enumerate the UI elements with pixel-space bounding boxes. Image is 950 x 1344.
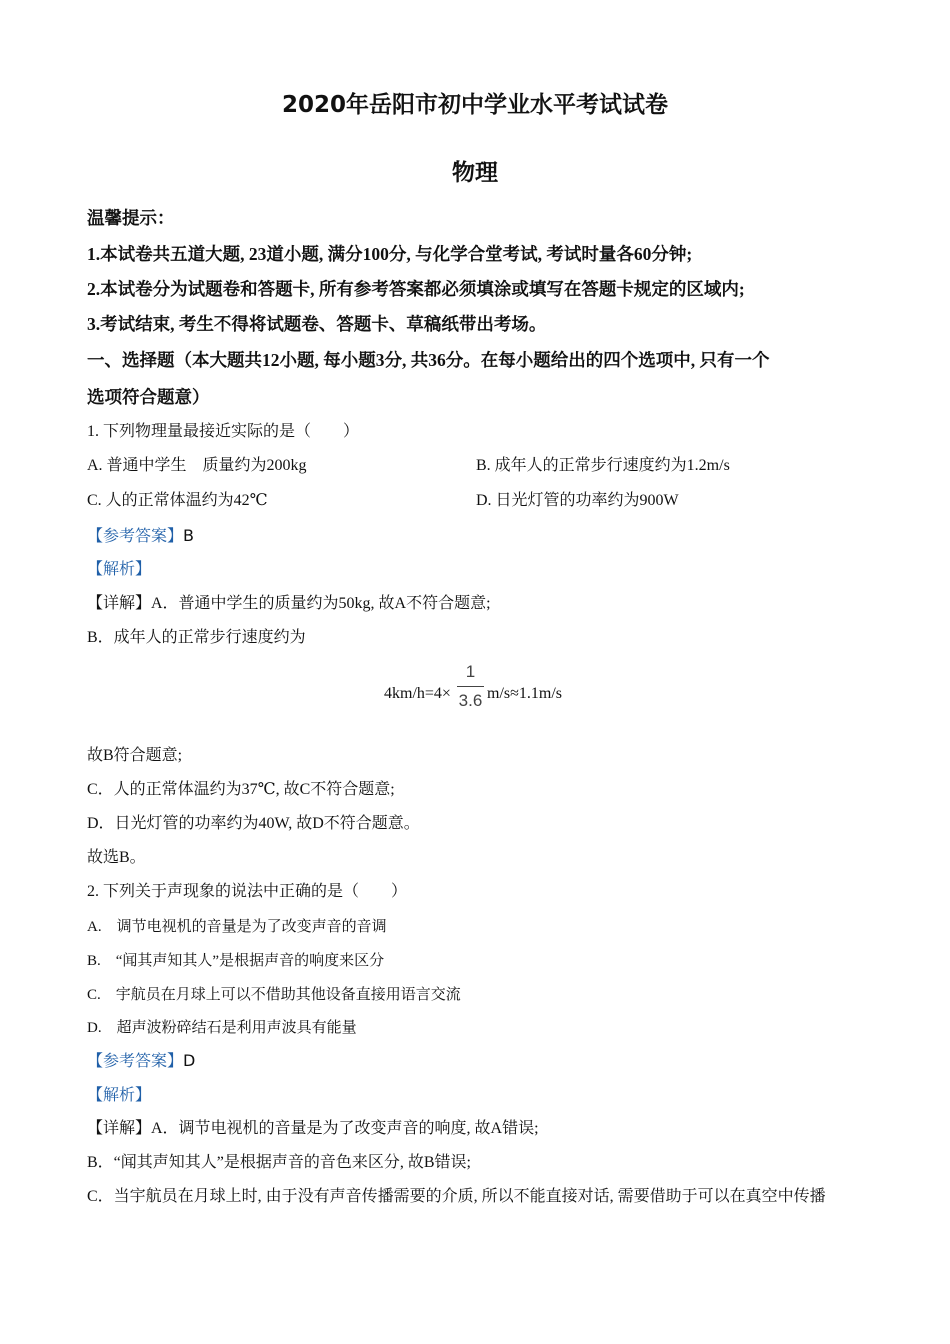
q1-option-d: D. 日光灯管的功率约为900W	[476, 492, 679, 509]
q1-conclusion: 故选B。	[87, 849, 146, 866]
q1-option-c: C. 人的正常体温约为42℃	[87, 492, 268, 509]
page-title: 2020年岳阳市初中学业水平考试试卷	[281, 92, 668, 118]
notice-item-3: 3.考试结束, 考生不得将试题卷、答题卡、草稿纸带出考场。	[87, 314, 547, 334]
q2-option-c: C. 宇航员在月球上可以不借助其他设备直接用语言交流	[87, 987, 461, 1003]
q2-analysis-label: 【解析】	[87, 1087, 152, 1104]
q2-detail-c: C．当宇航员在月球上时, 由于没有声音传播需要的介质, 所以不能直接对话, 需要借助于可以在真空中传播	[87, 1188, 826, 1205]
notice-item-1: 1.本试卷共五道大题, 23道小题, 满分100分, 与化学合堂考试, 考试时量各60分钟;	[87, 244, 693, 264]
fraction-denominator: 3.6	[458, 691, 483, 710]
answer-value: D	[183, 1051, 196, 1070]
q1-analysis-label: 【解析】	[87, 561, 152, 578]
q1-detail-b: B．成年人的正常步行速度约为	[87, 629, 306, 646]
formula-fraction	[457, 660, 484, 713]
section-heading: 一、选择题（本大题共12小题, 每小题3分, 共36分。在每小题给出的四个选项中, 只有一个	[87, 350, 770, 370]
fraction-numerator: 1	[465, 662, 476, 681]
q2-detail-a: 【详解】A．调节电视机的音量是为了改变声音的响度, 故A错误;	[87, 1120, 539, 1137]
q1-detail-c: C．人的正常体温约为37℃, 故C不符合题意;	[87, 781, 395, 798]
formula-left: 4km/h=4×	[384, 685, 451, 702]
q1-answer	[87, 525, 194, 548]
q2-option-d: D. 超声波粉碎结石是利用声波具有能量	[87, 1020, 357, 1036]
q1-stem: 1. 下列物理量最接近实际的是（ ）	[87, 423, 360, 440]
answer-label: 【参考答案】	[87, 1053, 184, 1070]
q2-option-a: A. 调节电视机的音量是为了改变声音的音调	[87, 919, 387, 935]
q1-detail-a: 【详解】A．普通中学生的质量约为50kg, 故A不符合题意;	[87, 595, 491, 612]
q2-detail-b: B．“闻其声知其人”是根据声音的音色来区分, 故B错误;	[87, 1154, 471, 1171]
q2-option-b: B. “闻其声知其人”是根据声音的响度来区分	[87, 953, 385, 969]
subject-title: 物理	[452, 160, 498, 186]
q1-option-a: A. 普通中学生 质量约为200kg	[87, 457, 307, 474]
notice-item-2: 2.本试卷分为试题卷和答题卡, 所有参考答案都必须填涂或填写在答题卡规定的区域内;	[87, 279, 745, 299]
q2-answer	[87, 1050, 195, 1073]
q1-detail-b2: 故B符合题意;	[87, 747, 183, 764]
q1-option-b: B. 成年人的正常步行速度约为1.2m/s	[476, 457, 730, 474]
formula-right: m/s≈1.1m/s	[487, 685, 563, 702]
answer-value: B	[183, 526, 194, 545]
answer-label: 【参考答案】	[87, 528, 184, 545]
section-heading-cont: 选项符合题意）	[87, 387, 210, 407]
notice-heading: 温馨提示：	[87, 208, 175, 228]
q1-detail-d: D．日光灯管的功率约为40W, 故D不符合题意。	[87, 815, 420, 832]
q2-stem: 2. 下列关于声现象的说法中正确的是（ ）	[87, 883, 408, 900]
speed-conversion-formula	[0, 660, 950, 714]
fraction-bar	[457, 686, 484, 687]
